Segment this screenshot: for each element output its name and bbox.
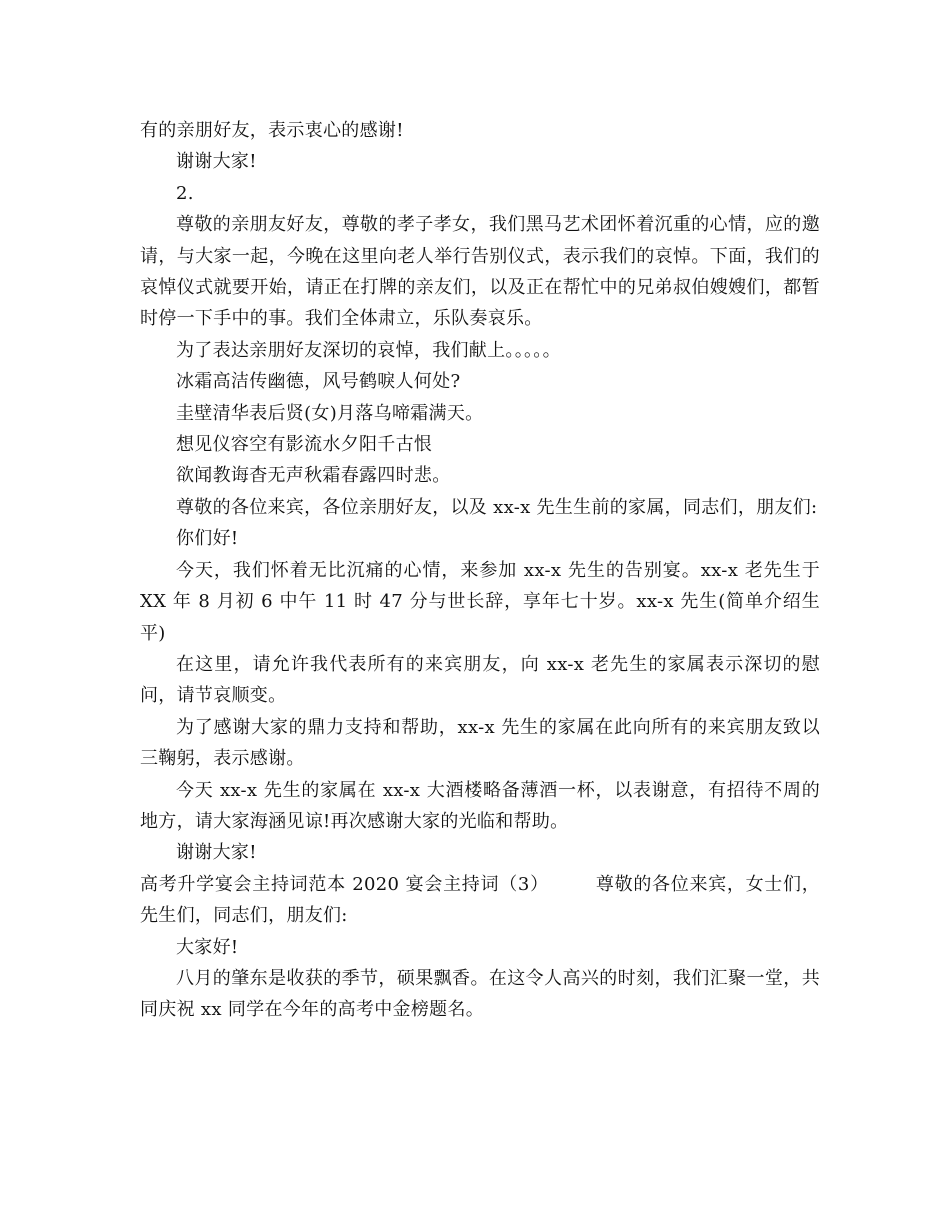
paragraph-banquet-invite: 今天 xx-x 先生的家属在 xx-x 大酒楼略备薄酒一杯，以表谢意，有招待不周的地方，请大家海涵见谅!再次感谢大家的光临和帮助。 <box>140 779 820 832</box>
paragraph-thank-everyone-2: 谢谢大家! <box>176 842 257 864</box>
document-body <box>140 115 820 1026</box>
paragraph-opening-address: 尊敬的亲朋友好友，尊敬的孝子孝女，我们黑马艺术团怀着沉重的心情，应的邀请，与大家一起，今晚在这里向老人举行告别仪式，表示我们的哀悼。下面，我们的哀悼仪式就要开始，请正在打牌的亲友们，以及正在帮忙中的兄弟叔伯嫂嫂们，都暂时停一下手中的事。我们全体肃立，乐队奏哀乐。 <box>140 214 820 330</box>
section-heading-graduation-banquet: 高考升学宴会主持词范本 2020 宴会主持词（3） 尊敬的各位来宾，女士们，先生们，同志们，朋友们: <box>140 873 820 927</box>
paragraph-guest-greeting: 尊敬的各位来宾，各位亲朋好友，以及 xx-x 先生生前的家属，同志们，朋友们: <box>176 496 818 518</box>
paragraph-sympathy: 在这里，请允许我代表所有的来宾朋友，向 xx-x 老先生的家属表示深切的慰问，请节哀顺变。 <box>140 653 820 707</box>
paragraph-harvest-celebration: 八月的肇东是收获的季节，硕果飘香。在这令人高兴的时刻，我们汇聚一堂，共同庆祝 xx 同学在今年的高考中金榜题名。 <box>140 967 820 1021</box>
paragraph-hello: 你们好! <box>176 528 239 550</box>
paragraph-closing-thanks: 有的亲朋好友，表示衷心的感谢! <box>140 120 404 141</box>
paragraph-condolence-offering: 为了表达亲朋好友深切的哀悼，我们献上。。。。。 <box>176 339 561 361</box>
section-number: 2. <box>176 182 194 204</box>
paragraph-thank-everyone: 谢谢大家! <box>176 151 257 173</box>
couplet-line-2: 圭壁清华表后贤(女)月落乌啼霜满天。 <box>176 402 484 424</box>
couplet-line-4: 欲闻教诲杳无声秋霜春露四时悲。 <box>176 465 451 487</box>
couplet-line-3: 想见仪容空有影流水夕阳千古恨 <box>176 434 433 456</box>
couplet-line-1: 冰霜高洁传幽德，风号鹤唳人何处? <box>176 371 461 393</box>
paragraph-farewell-details: 今天，我们怀着无比沉痛的心情，来参加 xx-x 先生的告别宴。xx-x 老先生于 XX 年 8 月初 6 中午 11 时 47 分与世长辞，享年七十岁。xx-x 先生(简单介绍生平) <box>140 559 820 644</box>
paragraph-hello-all: 大家好! <box>176 936 239 958</box>
paragraph-family-bow: 为了感谢大家的鼎力支持和帮助，xx-x 先生的家属在此向所有的来宾朋友致以三鞠躬，表示感谢。 <box>140 716 820 770</box>
